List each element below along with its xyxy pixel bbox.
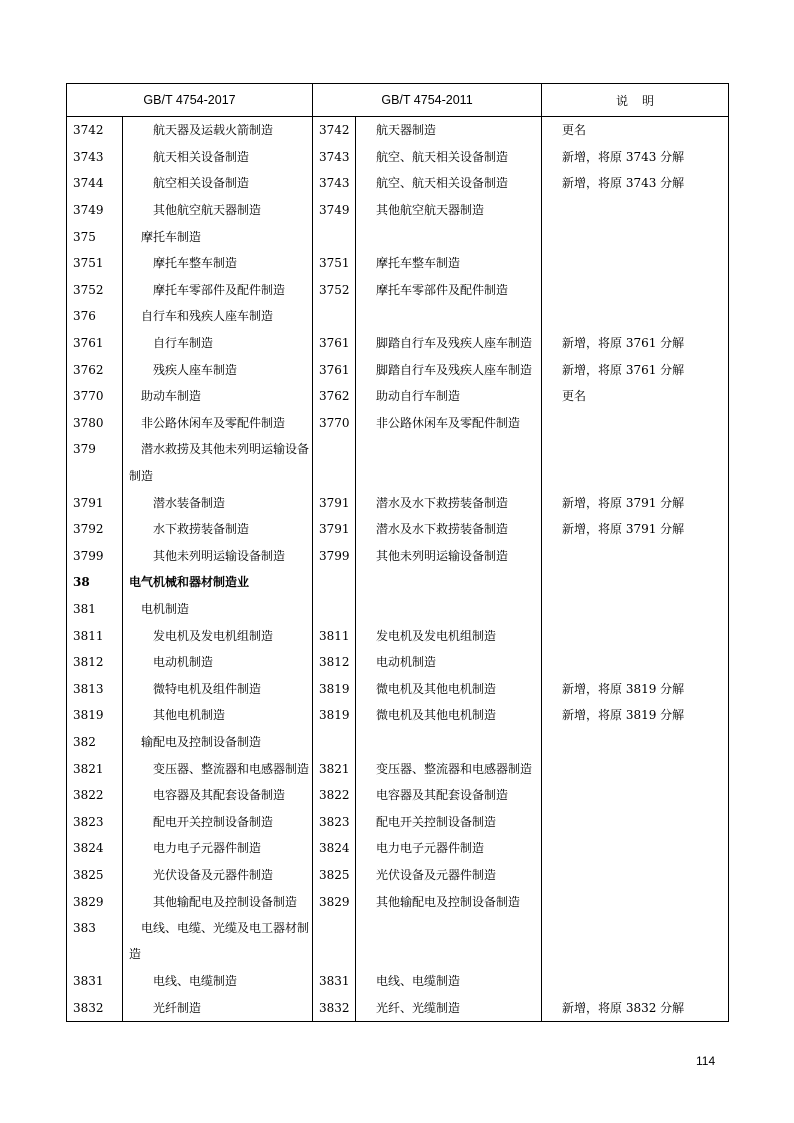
name-2011-cell	[356, 915, 542, 968]
code-2011-cell	[313, 436, 356, 489]
code-2017-cell: 3799	[67, 543, 123, 570]
note-cell	[542, 622, 729, 649]
note-cell	[542, 862, 729, 889]
page-number: 114	[696, 1054, 716, 1068]
note-cell	[542, 197, 729, 224]
table-row	[67, 436, 729, 489]
name-2017-cell: 其他电机制造	[123, 702, 313, 729]
note-cell	[542, 250, 729, 277]
table-row	[67, 862, 729, 889]
note-cell	[542, 303, 729, 330]
code-2017-cell: 383	[67, 915, 123, 968]
name-2011-cell: 变压器、整流器和电感器制造	[356, 755, 542, 782]
code-2017-cell: 3761	[67, 330, 123, 357]
name-2017-cell: 非公路休闲车及零配件制造	[123, 410, 313, 437]
table-row	[67, 330, 729, 357]
code-2011-cell: 3762	[313, 383, 356, 410]
code-2011-cell	[313, 303, 356, 330]
name-2017-cell: 电动机制造	[123, 649, 313, 676]
code-2011-cell: 3819	[313, 675, 356, 702]
code-2017-cell: 3812	[67, 649, 123, 676]
name-2011-cell: 航空、航天相关设备制造	[356, 170, 542, 197]
code-2017-cell: 3742	[67, 117, 123, 144]
code-2011-cell: 3791	[313, 516, 356, 543]
name-2011-cell: 发电机及发电机组制造	[356, 622, 542, 649]
name-2011-cell: 电容器及其配套设备制造	[356, 782, 542, 809]
note-cell	[542, 888, 729, 915]
code-2017-cell: 376	[67, 303, 123, 330]
note-cell	[542, 649, 729, 676]
code-2017-cell: 3751	[67, 250, 123, 277]
table-row	[67, 356, 729, 383]
name-2011-cell: 其他输配电及控制设备制造	[356, 888, 542, 915]
name-2017-cell: 潜水装备制造	[123, 489, 313, 516]
code-2011-cell: 3821	[313, 755, 356, 782]
code-2011-cell: 3831	[313, 968, 356, 995]
name-2011-cell: 配电开关控制设备制造	[356, 808, 542, 835]
code-2011-cell: 3761	[313, 356, 356, 383]
note-cell: 新增，将原 3791 分解	[542, 516, 729, 543]
code-2017-cell: 3831	[67, 968, 123, 995]
code-2017-cell: 379	[67, 436, 123, 489]
code-2011-cell: 3799	[313, 543, 356, 570]
code-2017-cell: 3749	[67, 197, 123, 224]
table-row	[67, 596, 729, 623]
code-2011-cell: 3742	[313, 117, 356, 144]
note-cell: 更名	[542, 117, 729, 144]
code-2017-cell: 3780	[67, 410, 123, 437]
code-2017-cell: 3829	[67, 888, 123, 915]
note-cell: 新增，将原 3819 分解	[542, 675, 729, 702]
code-2011-cell	[313, 223, 356, 250]
note-cell	[542, 808, 729, 835]
code-2017-cell: 3813	[67, 675, 123, 702]
note-cell: 新增，将原 3761 分解	[542, 356, 729, 383]
name-2011-cell: 光纤、光缆制造	[356, 995, 542, 1022]
name-2017-cell: 潜水救捞及其他未列明运输设备制造	[123, 436, 313, 489]
name-2017-cell: 电线、电缆制造	[123, 968, 313, 995]
code-2011-cell: 3743	[313, 170, 356, 197]
name-2011-cell: 脚踏自行车及残疾人座车制造	[356, 330, 542, 357]
classification-correspondence-table	[66, 83, 729, 1022]
note-cell: 新增，将原 3832 分解	[542, 995, 729, 1022]
name-2011-cell: 脚踏自行车及残疾人座车制造	[356, 356, 542, 383]
name-2017-cell: 其他未列明运输设备制造	[123, 543, 313, 570]
code-2011-cell: 3822	[313, 782, 356, 809]
name-2017-cell: 电线、电缆、光缆及电工器材制造	[123, 915, 313, 968]
code-2017-cell: 3752	[67, 277, 123, 304]
name-2017-cell: 航天相关设备制造	[123, 144, 313, 171]
name-2017-cell: 微特电机及组件制造	[123, 675, 313, 702]
name-2011-cell: 航天器制造	[356, 117, 542, 144]
table-row	[67, 383, 729, 410]
table-row	[67, 277, 729, 304]
table-row	[67, 489, 729, 516]
name-2011-cell	[356, 729, 542, 756]
table-row	[67, 223, 729, 250]
note-cell	[542, 436, 729, 489]
code-2011-cell: 3829	[313, 888, 356, 915]
table-row	[67, 702, 729, 729]
note-cell	[542, 596, 729, 623]
code-2017-cell: 3821	[67, 755, 123, 782]
table-row	[67, 569, 729, 596]
name-2017-cell: 输配电及控制设备制造	[123, 729, 313, 756]
code-2011-cell: 3812	[313, 649, 356, 676]
name-2017-cell: 变压器、整流器和电感器制造	[123, 755, 313, 782]
code-2017-cell: 3791	[67, 489, 123, 516]
note-cell	[542, 968, 729, 995]
code-2017-cell: 381	[67, 596, 123, 623]
code-2017-cell: 3822	[67, 782, 123, 809]
name-2011-cell: 其他航空航天器制造	[356, 197, 542, 224]
table-row	[67, 995, 729, 1022]
name-2017-cell: 光伏设备及元器件制造	[123, 862, 313, 889]
table-row	[67, 888, 729, 915]
table-row	[67, 170, 729, 197]
table-row	[67, 117, 729, 144]
table-header-row	[67, 84, 729, 117]
code-2017-cell: 38	[67, 569, 123, 596]
name-2011-cell: 电线、电缆制造	[356, 968, 542, 995]
table-row	[67, 197, 729, 224]
code-2017-cell: 382	[67, 729, 123, 756]
table-row	[67, 516, 729, 543]
name-2011-cell: 摩托车整车制造	[356, 250, 542, 277]
table-row	[67, 250, 729, 277]
note-cell: 新增，将原 3761 分解	[542, 330, 729, 357]
code-2011-cell	[313, 729, 356, 756]
code-2017-cell: 3744	[67, 170, 123, 197]
name-2011-cell	[356, 596, 542, 623]
name-2017-cell: 其他航空航天器制造	[123, 197, 313, 224]
code-2011-cell: 3761	[313, 330, 356, 357]
name-2017-cell: 配电开关控制设备制造	[123, 808, 313, 835]
code-2011-cell: 3752	[313, 277, 356, 304]
code-2011-cell: 3770	[313, 410, 356, 437]
header-gbt-2017: GB/T 4754-2017	[67, 84, 313, 117]
name-2017-cell: 电力电子元器件制造	[123, 835, 313, 862]
note-cell	[542, 782, 729, 809]
code-2017-cell: 3825	[67, 862, 123, 889]
name-2017-cell: 水下救捞装备制造	[123, 516, 313, 543]
name-2011-cell: 电动机制造	[356, 649, 542, 676]
header-gbt-2011: GB/T 4754-2011	[313, 84, 542, 117]
table-row	[67, 968, 729, 995]
note-cell	[542, 729, 729, 756]
code-2011-cell	[313, 569, 356, 596]
note-cell	[542, 277, 729, 304]
note-cell: 新增，将原 3743 分解	[542, 144, 729, 171]
name-2017-cell: 其他输配电及控制设备制造	[123, 888, 313, 915]
table-row	[67, 782, 729, 809]
note-cell	[542, 223, 729, 250]
code-2011-cell	[313, 915, 356, 968]
table-row	[67, 543, 729, 570]
note-cell: 新增，将原 3819 分解	[542, 702, 729, 729]
name-2017-cell: 发电机及发电机组制造	[123, 622, 313, 649]
name-2017-cell: 摩托车零部件及配件制造	[123, 277, 313, 304]
name-2011-cell: 潜水及水下救捞装备制造	[356, 516, 542, 543]
code-2017-cell: 3819	[67, 702, 123, 729]
code-2011-cell: 3791	[313, 489, 356, 516]
code-2011-cell: 3751	[313, 250, 356, 277]
name-2017-cell: 摩托车整车制造	[123, 250, 313, 277]
code-2017-cell: 3743	[67, 144, 123, 171]
code-2017-cell: 3832	[67, 995, 123, 1022]
table-body	[67, 117, 729, 1022]
name-2017-cell: 自行车和残疾人座车制造	[123, 303, 313, 330]
code-2017-cell: 375	[67, 223, 123, 250]
code-2011-cell: 3811	[313, 622, 356, 649]
name-2011-cell	[356, 223, 542, 250]
code-2011-cell: 3832	[313, 995, 356, 1022]
code-2017-cell: 3770	[67, 383, 123, 410]
table-row	[67, 755, 729, 782]
table-row	[67, 808, 729, 835]
name-2011-cell: 非公路休闲车及零配件制造	[356, 410, 542, 437]
note-cell: 更名	[542, 383, 729, 410]
name-2011-cell: 光伏设备及元器件制造	[356, 862, 542, 889]
name-2017-cell: 电机制造	[123, 596, 313, 623]
name-2011-cell: 微电机及其他电机制造	[356, 675, 542, 702]
name-2011-cell	[356, 569, 542, 596]
code-2011-cell: 3819	[313, 702, 356, 729]
name-2011-cell: 电力电子元器件制造	[356, 835, 542, 862]
note-cell	[542, 755, 729, 782]
table-row	[67, 649, 729, 676]
header-note: 说明	[542, 84, 729, 117]
name-2017-cell: 航天器及运载火箭制造	[123, 117, 313, 144]
code-2011-cell: 3823	[313, 808, 356, 835]
code-2017-cell: 3762	[67, 356, 123, 383]
code-2017-cell: 3824	[67, 835, 123, 862]
table-row	[67, 622, 729, 649]
note-cell: 新增，将原 3743 分解	[542, 170, 729, 197]
code-2011-cell: 3824	[313, 835, 356, 862]
table-row	[67, 835, 729, 862]
table-row	[67, 915, 729, 968]
note-cell	[542, 569, 729, 596]
table-row	[67, 303, 729, 330]
code-2011-cell: 3743	[313, 144, 356, 171]
note-cell	[542, 410, 729, 437]
name-2011-cell: 摩托车零部件及配件制造	[356, 277, 542, 304]
table-row	[67, 729, 729, 756]
name-2011-cell: 微电机及其他电机制造	[356, 702, 542, 729]
table-row	[67, 144, 729, 171]
name-2017-cell: 助动车制造	[123, 383, 313, 410]
note-cell: 新增，将原 3791 分解	[542, 489, 729, 516]
code-2017-cell: 3823	[67, 808, 123, 835]
code-2017-cell: 3792	[67, 516, 123, 543]
name-2017-cell: 电气机械和器材制造业	[123, 569, 313, 596]
code-2011-cell: 3825	[313, 862, 356, 889]
code-2017-cell: 3811	[67, 622, 123, 649]
code-2011-cell: 3749	[313, 197, 356, 224]
code-2011-cell	[313, 596, 356, 623]
note-cell	[542, 915, 729, 968]
name-2011-cell: 其他未列明运输设备制造	[356, 543, 542, 570]
note-cell	[542, 835, 729, 862]
name-2017-cell: 自行车制造	[123, 330, 313, 357]
table-row	[67, 410, 729, 437]
name-2011-cell	[356, 303, 542, 330]
name-2011-cell: 潜水及水下救捞装备制造	[356, 489, 542, 516]
name-2017-cell: 光纤制造	[123, 995, 313, 1022]
table-row	[67, 675, 729, 702]
name-2017-cell: 摩托车制造	[123, 223, 313, 250]
name-2011-cell	[356, 436, 542, 489]
name-2017-cell: 航空相关设备制造	[123, 170, 313, 197]
note-cell	[542, 543, 729, 570]
name-2011-cell: 助动自行车制造	[356, 383, 542, 410]
name-2011-cell: 航空、航天相关设备制造	[356, 144, 542, 171]
name-2017-cell: 电容器及其配套设备制造	[123, 782, 313, 809]
name-2017-cell: 残疾人座车制造	[123, 356, 313, 383]
